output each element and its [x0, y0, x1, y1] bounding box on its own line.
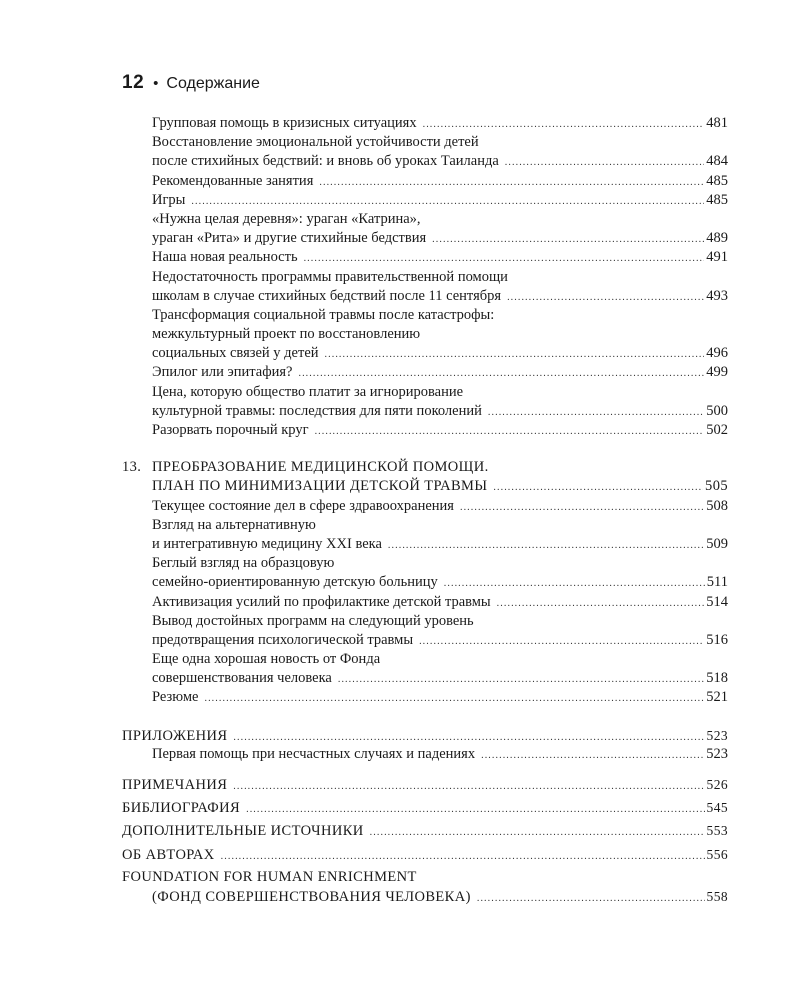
toc-entry-title: Рекомендованные занятия	[152, 172, 314, 189]
toc-entry-page: 499	[706, 364, 728, 381]
leader-dots	[488, 403, 704, 422]
toc-entry[interactable]	[122, 669, 728, 688]
toc-entry-title: Восстановление эмоциональной устойчивости детей	[152, 134, 479, 151]
toc-entry-page: 556	[706, 846, 728, 862]
toc-entry[interactable]	[122, 402, 728, 421]
leader-dots	[315, 422, 705, 441]
leader-dots	[460, 498, 704, 517]
toc-entry[interactable]	[122, 631, 728, 650]
toc-entry-title: Трансформация социальной травмы после катастрофы:	[152, 306, 495, 323]
leader-dots	[298, 364, 704, 383]
toc-entry-page: 491	[706, 249, 728, 266]
toc-entry-title: Активизация усилий по профилактике детской травмы	[152, 593, 491, 610]
toc-entry-page: 545	[706, 800, 728, 816]
toc-entry[interactable]	[122, 887, 728, 906]
section-title: FOUNDATION FOR HUMAN ENRICHMENT	[122, 868, 417, 885]
chapter-heading-line[interactable]	[122, 458, 728, 477]
toc-entry[interactable]	[122, 593, 728, 612]
toc-entry-title: школам в случае стихийных бедствий после 11 сентября	[152, 287, 502, 304]
toc-entry[interactable]	[122, 688, 728, 707]
toc-entry[interactable]	[122, 845, 728, 864]
toc-entry-page: 502	[706, 422, 728, 438]
toc-entry-title: культурной травмы: последствия для пяти поколений	[152, 402, 482, 419]
toc-entry-line[interactable]	[122, 868, 728, 887]
leader-dots	[497, 594, 705, 613]
toc-entry-line	[122, 268, 728, 287]
toc-entry-page: 518	[706, 670, 728, 687]
toc-entry-page: 485	[706, 172, 728, 189]
chapter-title: ПЛАН ПО МИНИМИЗАЦИИ ДЕТСКОЙ ТРАВМЫ	[152, 478, 488, 495]
toc-entry-title: Взгляд на альтернативную	[152, 516, 316, 533]
toc-entry-line	[122, 383, 728, 402]
toc-entry[interactable]	[122, 344, 728, 363]
toc-entry[interactable]	[122, 114, 728, 133]
toc-entry-line	[122, 325, 728, 344]
toc-entry[interactable]	[122, 573, 728, 592]
toc-entry-title: Наша новая реальность	[152, 249, 298, 266]
leader-dots	[444, 574, 705, 593]
toc-entry[interactable]	[122, 287, 728, 306]
toc-entry-title: ураган «Рита» и другие стихийные бедствия	[152, 230, 427, 247]
toc-entry-line	[122, 516, 728, 535]
toc-entry[interactable]	[122, 172, 728, 191]
toc-entry[interactable]	[122, 191, 728, 210]
leader-dots	[370, 823, 705, 842]
leader-dots	[246, 800, 704, 819]
toc-entry-title: Беглый взгляд на образцовую	[152, 555, 335, 572]
leader-dots	[304, 249, 705, 268]
toc-entry-title: и интегративную медицину XXI века	[152, 535, 382, 552]
toc-entry-page: 511	[706, 574, 728, 591]
toc-entry[interactable]	[122, 726, 728, 745]
toc-entry-page: 523	[706, 745, 728, 762]
section-title: (ФОНД СОВЕРШЕНСТВОВАНИЯ ЧЕЛОВЕКА)	[152, 888, 471, 905]
toc-entry-page: 509	[706, 535, 728, 552]
toc-entry[interactable]	[122, 745, 728, 764]
toc-entry-page: 508	[706, 497, 728, 514]
leader-dots	[221, 847, 705, 866]
toc-entry-title: Первая помощь при несчастных случаях и падениях	[152, 745, 476, 762]
leader-dots	[233, 777, 704, 796]
leader-dots	[477, 889, 705, 908]
toc-entry[interactable]	[122, 152, 728, 171]
toc-entry[interactable]	[122, 421, 728, 440]
toc-entry-title: Вывод достойных программ на следующий уровень	[152, 612, 474, 629]
leader-dots	[191, 192, 704, 211]
chapter-heading-line[interactable]	[122, 477, 728, 496]
toc-entry[interactable]	[122, 497, 728, 516]
toc-entry-title: Групповая помощь в кризисных ситуациях	[152, 115, 417, 131]
section-title: ПРИМЕЧАНИЯ	[122, 777, 228, 793]
leader-dots	[204, 689, 704, 708]
leader-dots	[319, 173, 704, 192]
toc-entry-title: Текущее состояние дел в сфере здравоохранения	[152, 497, 454, 514]
page-number: 12	[122, 72, 145, 93]
header-separator: •	[153, 75, 159, 92]
toc-entry-title: социальных связей у детей	[152, 345, 319, 362]
toc-entry[interactable]	[122, 229, 728, 248]
toc-entry-page: 496	[706, 345, 728, 362]
toc-entry-line	[122, 133, 728, 152]
leader-dots	[432, 230, 704, 249]
toc-entry-title: межкультурный проект по восстановлению	[152, 326, 421, 343]
toc-entry-title: «Нужна целая деревня»: ураган «Катрина»,	[152, 210, 421, 227]
leader-dots	[419, 632, 704, 651]
toc-entry-title: Цена, которую общество платит за игнорирование	[152, 383, 464, 400]
toc-entry-line	[122, 306, 728, 325]
header-title: Содержание	[166, 75, 260, 92]
leader-dots	[481, 746, 704, 765]
section-title: ПРИЛОЖЕНИЯ	[122, 727, 228, 744]
spacer	[122, 708, 728, 726]
toc-entry-page: 523	[706, 727, 728, 743]
toc-entry[interactable]	[122, 798, 728, 817]
toc-entry-page: 521	[706, 689, 728, 706]
leader-dots	[507, 288, 704, 307]
toc-entry-page: 516	[706, 631, 728, 648]
section-title: ОБ АВТОРАХ	[122, 846, 215, 863]
chapter-title: ПРЕОБРАЗОВАНИЕ МЕДИЦИНСКОЙ ПОМОЩИ.	[152, 459, 489, 476]
toc-entry[interactable]	[122, 535, 728, 554]
toc-entry-page: 481	[706, 115, 728, 131]
toc-entry[interactable]	[122, 363, 728, 382]
toc-entry-title: Еще одна хорошая новость от Фонда	[152, 651, 381, 668]
leader-dots	[325, 345, 705, 364]
toc-entry-page: 489	[706, 230, 728, 247]
table-of-contents	[122, 114, 728, 906]
toc-entry-page: 558	[706, 888, 728, 904]
toc-entry-page: 514	[706, 593, 728, 610]
toc-entry-title: Игры	[152, 191, 186, 208]
running-header	[122, 72, 260, 94]
leader-dots	[493, 478, 703, 497]
leader-dots	[505, 153, 704, 172]
toc-entry-page: 493	[706, 287, 728, 304]
toc-entry-title: Эпилог или эпитафия?	[152, 364, 293, 381]
toc-entry-page: 553	[706, 823, 728, 839]
toc-entry-line	[122, 650, 728, 669]
toc-entry-page: 505	[705, 478, 728, 495]
spacer	[122, 440, 728, 458]
toc-entry-line	[122, 554, 728, 573]
toc-entry-page: 500	[706, 402, 728, 419]
toc-entry-page: 484	[706, 153, 728, 170]
toc-entry-title: после стихийных бедствий: и вновь об уроках Таиланда	[152, 153, 499, 170]
toc-entry[interactable]	[122, 821, 728, 840]
toc-entry[interactable]	[122, 775, 728, 794]
toc-entry[interactable]	[122, 248, 728, 267]
toc-entry-title: совершенствования человека	[152, 670, 332, 687]
toc-entry-title: семейно-ориентированную детскую больницу	[152, 574, 438, 591]
toc-entry-page: 526	[706, 777, 728, 792]
section-title: ДОПОЛНИТЕЛЬНЫЕ ИСТОЧНИКИ	[122, 823, 364, 840]
toc-entry-line	[122, 210, 728, 229]
toc-entry-line	[122, 612, 728, 631]
section-title: БИБЛИОГРАФИЯ	[122, 800, 241, 817]
toc-entry-title: предотвращения психологической травмы	[152, 631, 414, 648]
leader-dots	[338, 670, 704, 689]
toc-entry-title: Недостаточность программы правительственной помощи	[152, 268, 508, 285]
spacer	[122, 764, 728, 775]
toc-entry-title: Резюме	[152, 689, 199, 706]
leader-dots	[388, 536, 704, 555]
toc-entry-title: Разорвать порочный круг	[152, 422, 309, 438]
toc-entry-page: 485	[706, 191, 728, 208]
chapter-number: 13.	[122, 459, 142, 476]
leader-dots	[423, 115, 705, 134]
